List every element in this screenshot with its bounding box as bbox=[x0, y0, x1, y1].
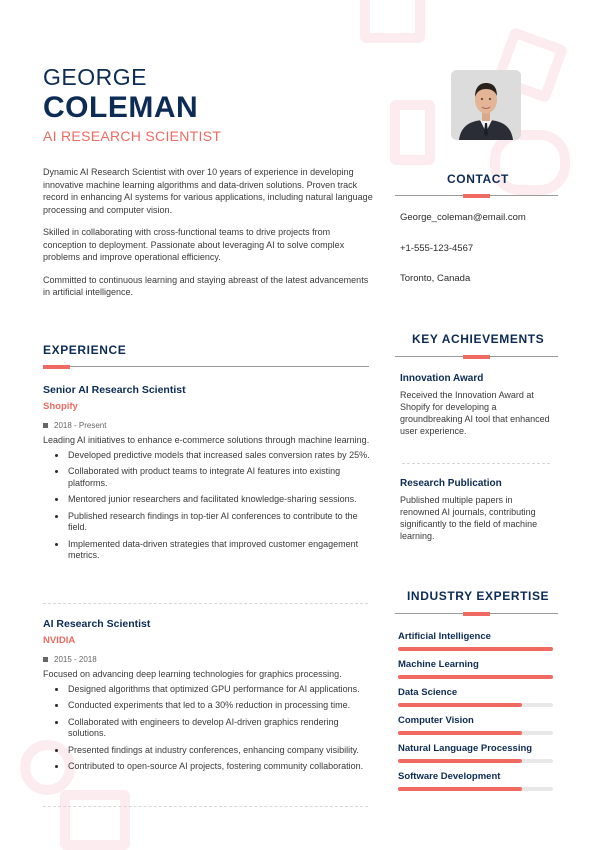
skill-level-bar bbox=[398, 759, 522, 763]
job-role: Senior AI Research Scientist bbox=[43, 384, 186, 396]
achievement-title: Innovation Award bbox=[400, 373, 484, 384]
skill-name: Computer Vision bbox=[398, 715, 474, 726]
job-bullet: Collaborated with product teams to integrate AI features into existing platforms. bbox=[68, 466, 373, 489]
job-role: AI Research Scientist bbox=[43, 618, 151, 630]
portrait-image bbox=[451, 70, 521, 140]
achievement-item bbox=[400, 478, 550, 542]
job-company: NVIDIA bbox=[43, 635, 76, 646]
job-bullet: Developed predictive models that increased sales conversion rates by 25%. bbox=[68, 450, 373, 462]
contact-heading: CONTACT bbox=[447, 172, 509, 186]
section-divider bbox=[43, 366, 369, 367]
skill-level-bar bbox=[398, 787, 522, 791]
job-dates-text: 2018 - Present bbox=[54, 421, 107, 430]
last-name: COLEMAN bbox=[43, 91, 199, 124]
summary-paragraph: Committed to continuous learning and staying abreast of the latest advancements in artificial intelligence. bbox=[43, 274, 369, 297]
section-accent-bar bbox=[43, 365, 70, 369]
entry-divider bbox=[43, 603, 368, 604]
profile-photo bbox=[451, 70, 521, 140]
skill-level-track bbox=[398, 647, 553, 651]
skill-level-track bbox=[398, 731, 553, 735]
summary-paragraph: Dynamic AI Research Scientist with over 10 years of experience in developing innovative machine learning algorithms and data-driven solutions. Proven track record in enhancing AI systems for various applications, including natural language processing and computer vision. bbox=[43, 167, 373, 215]
section-accent-bar bbox=[463, 194, 490, 198]
job-bullet: Designed algorithms that optimized GPU performance for AI applications. bbox=[68, 684, 373, 696]
skill-level-track bbox=[398, 703, 553, 707]
achievement-title: Research Publication bbox=[400, 478, 502, 489]
decorative-shape bbox=[390, 100, 435, 165]
job-bullet: Mentored junior researchers and facilitated knowledge-sharing sessions. bbox=[68, 494, 373, 506]
job-dates bbox=[43, 655, 373, 664]
skill-level-track bbox=[398, 675, 553, 679]
achievement-description: Received the Innovation Award at Shopify for developing a groundbreaking AI tool that enhanced user experience. bbox=[400, 390, 550, 436]
achievement-description: Published multiple papers in renowned AI journals, contributing significantly to the field of machine learning. bbox=[400, 495, 538, 541]
summary-paragraph: Skilled in collaborating with cross-functional teams to drive projects from conception to deployment. Passionate about leveraging AI to solve complex problems and improve operational efficiency. bbox=[43, 227, 345, 262]
skill-name: Software Development bbox=[398, 771, 501, 782]
skill-item bbox=[398, 715, 553, 735]
contact-phone[interactable]: +1-555-123-4567 bbox=[400, 243, 474, 254]
job-bullets bbox=[43, 450, 373, 562]
contact-location: Toronto, Canada bbox=[400, 273, 471, 284]
job-bullet: Collaborated with engineers to develop AI-driven graphics rendering solutions. bbox=[68, 717, 373, 740]
job-bullet: Implemented data-driven strategies that improved customer engagement metrics. bbox=[68, 539, 373, 562]
decorative-shape bbox=[60, 790, 130, 850]
achievements-heading: KEY ACHIEVEMENTS bbox=[412, 332, 545, 346]
job-bullet: Conducted experiments that led to a 30% reduction in processing time. bbox=[68, 700, 373, 712]
job-dates bbox=[43, 421, 373, 430]
section-accent-bar bbox=[463, 355, 490, 359]
job-bullets bbox=[43, 684, 373, 773]
skill-item bbox=[398, 743, 553, 763]
skill-item bbox=[398, 631, 553, 651]
decorative-shape bbox=[360, 0, 425, 43]
job-entry bbox=[43, 618, 373, 778]
skill-name: Machine Learning bbox=[398, 659, 479, 670]
job-company: Shopify bbox=[43, 401, 78, 412]
job-dates-text: 2015 - 2018 bbox=[54, 655, 97, 664]
skill-item bbox=[398, 771, 553, 791]
contact-email[interactable]: George_coleman@email.com bbox=[400, 212, 526, 223]
job-description: Focused on advancing deep learning technologies for graphics processing. bbox=[43, 669, 342, 679]
skill-level-bar bbox=[398, 647, 553, 651]
skill-level-bar bbox=[398, 703, 522, 707]
entry-divider bbox=[43, 806, 368, 807]
skill-item bbox=[398, 687, 553, 707]
skill-name: Artificial Intelligence bbox=[398, 631, 491, 642]
skill-name: Natural Language Processing bbox=[398, 743, 533, 754]
job-description: Leading AI initiatives to enhance e-commerce solutions through machine learning. bbox=[43, 435, 370, 445]
skill-level-bar bbox=[398, 675, 553, 679]
skill-level-track bbox=[398, 787, 553, 791]
calendar-icon bbox=[43, 423, 48, 428]
calendar-icon bbox=[43, 657, 48, 662]
skill-level-track bbox=[398, 759, 553, 763]
skill-item bbox=[398, 659, 553, 679]
skill-level-bar bbox=[398, 731, 522, 735]
job-bullet: Presented findings at industry conferences, enhancing company visibility. bbox=[68, 745, 373, 757]
job-bullet: Contributed to open-source AI projects, fostering community collaboration. bbox=[68, 761, 373, 773]
skill-name: Data Science bbox=[398, 687, 458, 698]
job-entry bbox=[43, 384, 373, 567]
achievement-item bbox=[400, 373, 550, 437]
first-name: GEORGE bbox=[43, 64, 147, 90]
entry-divider bbox=[402, 463, 550, 464]
job-bullet: Published research findings in top-tier AI conferences to contribute to the field. bbox=[68, 511, 373, 534]
professional-summary bbox=[43, 166, 373, 309]
section-accent-bar bbox=[463, 612, 490, 616]
expertise-heading: INDUSTRY EXPERTISE bbox=[407, 589, 550, 603]
experience-heading: EXPERIENCE bbox=[43, 343, 127, 357]
job-title: AI RESEARCH SCIENTIST bbox=[43, 128, 222, 144]
